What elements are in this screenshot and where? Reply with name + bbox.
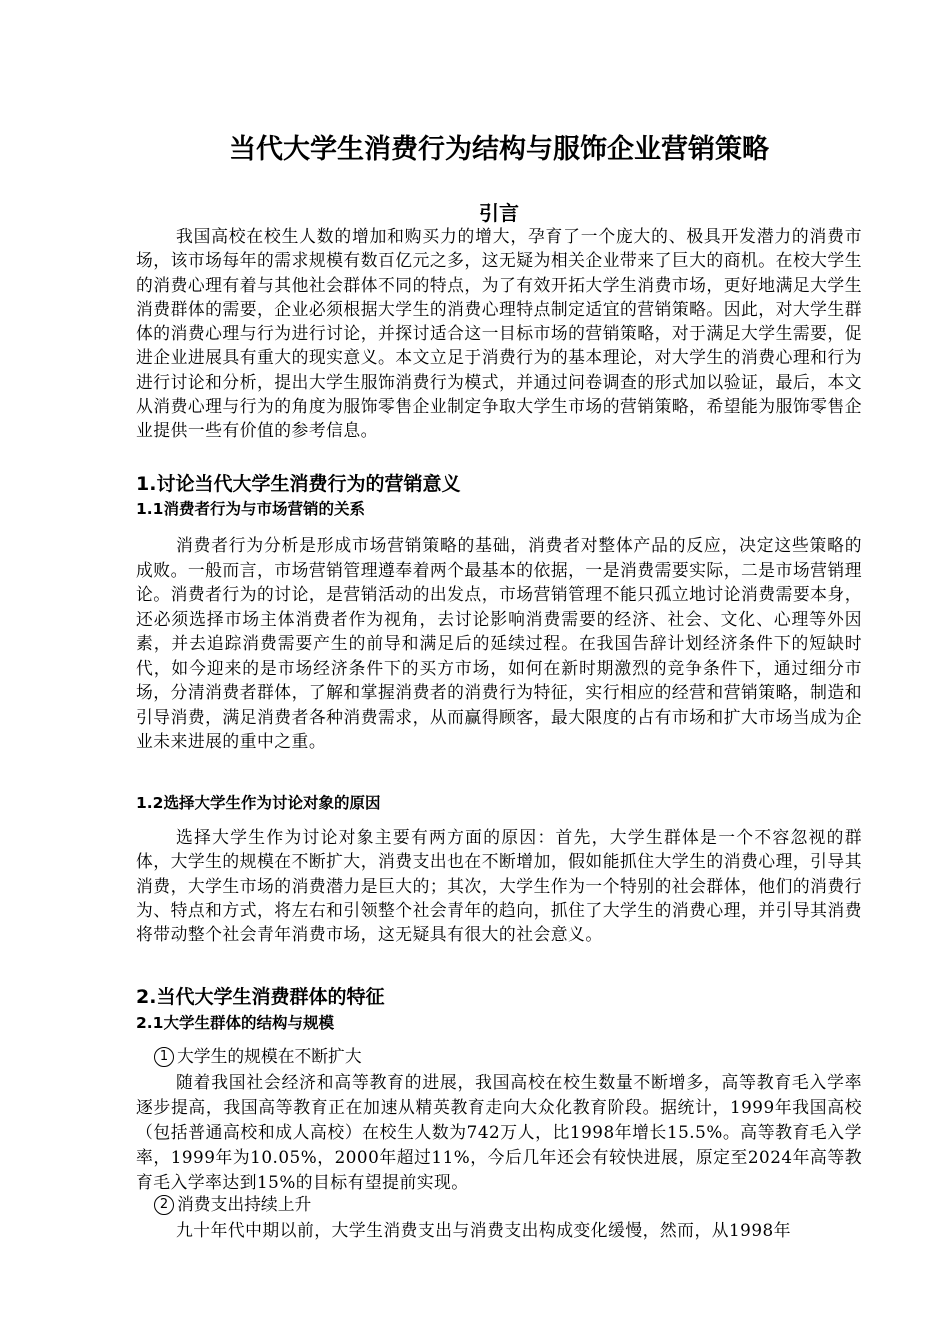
list-item <box>154 1044 362 1068</box>
intro-heading: 引言 <box>479 201 519 225</box>
section-2-1-item-2-paragraph: 九十年代中期以前，大学生消费支出与消费支出构成变化缓慢，然而，从1998年 <box>176 1220 791 1240</box>
section-1-heading: 1.讨论当代大学生消费行为的营销意义 <box>136 473 461 495</box>
document-title: 当代大学生消费行为结构与服饰企业营销策略 <box>229 134 769 165</box>
section-1-1-heading: 1.1消费者行为与市场营销的关系 <box>136 500 365 518</box>
intro-paragraph: 我国高校在校生人数的增加和购买力的增大，孕育了一个庞大的、极具开发潜力的消费市场，该市场每年的需求规模有数百亿元之多，这无疑为相关企业带来了巨大的商机。在校大学生的消费心理有着与其他社会群体不同的特点，为了有效开拓大学生消费市场，更好地满足大学生消费群体的需要，企业必须根据大学生的消费心理特点制定适宜的营销策略。因此，对大学生群体的消费心理与行为进行讨论，并探讨适合这一目标市场的营销策略，对于满足大学生需要，促进企业进展具有重大的现实意义。本文立足于消费行为的基本理论，对大学生的消费心理和行为进行讨论和分析，提出大学生服饰消费行为模式，并通过问卷调查的形式加以验证，最后，本文从消费心理与行为的角度为服饰零售企业制定争取大学生市场的营销策略，希望能为服饰零售企业提供一些有价值的参考信息。 <box>136 226 862 441</box>
section-1-2-heading: 1.2选择大学生作为讨论对象的原因 <box>136 794 381 812</box>
list-item <box>154 1192 311 1216</box>
list-item-label: 消费支出持续上升 <box>177 1194 312 1214</box>
section-2-1-item-1-paragraph: 随着我国社会经济和高等教育的进展，我国高校在校生数量不断增多，高等教育毛入学率逐步提高，我国高等教育正在加速从精英教育走向大众化教育阶段。据统计，1999年我国高校（包括普通高校和成人高校）在校生人数为742万人，比1998年增长15.5%。高等教育毛入学率，1999年为10.05%，2000年超过11%，今后几年还会有较快进展，原定至2024年高等教育毛入学率达到15%的目标有望提前实现。 <box>136 1072 862 1192</box>
section-2-1-heading: 2.1大学生群体的结构与规模 <box>136 1014 334 1032</box>
section-1-2-paragraph: 选择大学生作为讨论对象主要有两方面的原因：首先，大学生群体是一个不容忽视的群体，大学生的规模在不断扩大，消费支出也在不断增加，假如能抓住大学生的消费心理，引导其消费，大学生市场的消费潜力是巨大的；其次，大学生作为一个特别的社会群体，他们的消费行为、特点和方式，将左右和引领整个社会青年的趋向，抓住了大学生的消费心理，并引导其消费将带动整个社会青年消费市场，这无疑具有很大的社会意义。 <box>136 827 862 945</box>
section-2-heading: 2.当代大学生消费群体的特征 <box>136 986 385 1008</box>
circled-number-2: 2 <box>154 1195 174 1215</box>
section-1-1-paragraph: 消费者行为分析是形成市场营销策略的基础，消费者对整体产品的反应，决定这些策略的成败。一般而言，市场营销管理遵奉着两个最基本的依据，一是消费需要实际，二是市场营销理论。消费者行为的讨论，是营销活动的出发点，市场营销管理不能只孤立地讨论消费需要本身，还必须选择市场主体消费者作为视角，去讨论影响消费需要的经济、社会、文化、心理等外因素，并去追踪消费需要产生的前导和满足后的延续过程。在我国告辞计划经济条件下的短缺时代，如今迎来的是市场经济条件下的买方市场，如何在新时期激烈的竞争条件下，通过细分市场，分清消费者群体，了解和掌握消费者的消费行为特征，实行相应的经营和营销策略，制造和引导消费，满足消费者各种消费需求，从而赢得顾客，最大限度的占有市场和扩大市场当成为企业未来进展的重中之重。 <box>136 535 862 751</box>
list-item-label: 大学生的规模在不断扩大 <box>177 1046 362 1066</box>
circled-number-1: 1 <box>154 1047 174 1067</box>
